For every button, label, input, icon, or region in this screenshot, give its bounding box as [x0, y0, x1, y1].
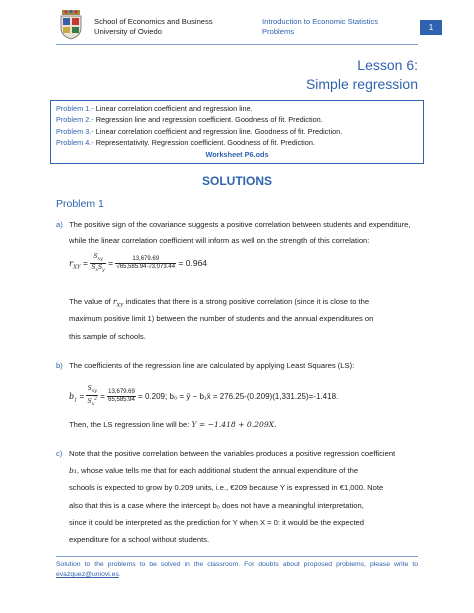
- frac-den: S: [87, 398, 92, 406]
- frac-den-s: S: [98, 264, 103, 272]
- part-a-para-line-3: this sample of schools.: [69, 332, 146, 341]
- part-a-label: a): [56, 220, 63, 229]
- part-b-regression-line: [69, 420, 277, 430]
- problem-summary-line: [56, 103, 418, 114]
- problem-desc: Regression line and regression coefficient. Goodness of fit. Prediction.: [93, 115, 323, 125]
- eq-rest: = 0.209; b₀ = ȳ − b₁x̄ = 276.25-(0.209)(1,331.25)=-1.418.: [138, 391, 339, 401]
- part-b-label: b): [56, 361, 63, 370]
- regression-coefficients-equation: $b_1$ = $\frac{S_{xy}}{S_x^2}$ = $\frac{13,679.69}{65,585.94}$ = 0.209; b₀ = ȳ − b₁x̄ = 276.25-(0.209)(1,331.25)=-1.418.: [69, 385, 339, 408]
- frac-num-sub: xy: [97, 257, 103, 263]
- part-c-line-3: schools is expected to grow by 0.209 units, i.e., €209 because Y is expressed in €1,000. Note: [69, 483, 384, 492]
- eq-fraction-numeric: [107, 389, 136, 404]
- para-text: The value of: [69, 297, 111, 306]
- para-text: indicates that there is a strong positive correlation (since it is close to the: [125, 297, 370, 306]
- frac-den-sub: x: [95, 268, 99, 274]
- school-name: School of Economics and Business University of Oviedo: [94, 17, 213, 36]
- problem-summary-line: [56, 126, 418, 137]
- lesson-title: [306, 56, 418, 94]
- worksheet-link[interactable]: Worksheet P6.ods: [205, 149, 269, 159]
- section-name: Problems: [262, 27, 295, 36]
- eq-result: = 0.964: [178, 257, 208, 268]
- header-divider: [56, 44, 418, 45]
- page-header: [56, 8, 436, 44]
- frac-den-sub: x: [91, 402, 95, 408]
- university-name: University of Oviedo: [94, 27, 162, 36]
- frac-den-sub: y: [102, 268, 105, 274]
- line-text: , whose value tells me that for each additional student the annual expenditure of the: [76, 466, 359, 475]
- problem-summary-line: [56, 137, 418, 148]
- frac-num-sub: xy: [91, 389, 97, 395]
- problem-summary-line: [56, 114, 418, 125]
- course-name: Introduction to Economic Statistics Problems: [262, 17, 379, 36]
- footer-dot: .: [118, 571, 121, 578]
- part-c-line-2: [69, 466, 423, 476]
- frac-num: 13,679.69: [108, 389, 135, 396]
- eq-fraction-symbolic: [86, 385, 98, 408]
- frac-den: 65,585.94: [108, 397, 135, 404]
- eq-symbol: r: [69, 258, 74, 269]
- problem-1-heading: Problem 1: [56, 198, 104, 210]
- part-b-line-1: The coefficients of the regression line are calculated by applying Least Squares (LS):: [69, 361, 355, 370]
- part-a-line-1: The positive sign of the covariance suggests a positive correlation between students and expenditure,: [69, 220, 411, 229]
- correlation-equation: $r_{XY}$ = $\frac{S_{xy}}{S_xS_y}$ = $\frac{13,679.69}{√65,585.94\cdot√3,073.44}$ = 0.964: [69, 253, 208, 274]
- eq-fraction-numeric: [115, 256, 176, 271]
- part-c-label: c): [56, 449, 63, 458]
- page-footer: [56, 560, 418, 580]
- solutions-heading: SOLUTIONS: [201, 174, 272, 188]
- eq-sub: 1: [74, 397, 78, 404]
- line-text: Then, the LS regression line will be:: [69, 420, 190, 429]
- problem-desc: Linear correlation coefficient and regression line. Goodness of fit. Prediction.: [93, 126, 343, 136]
- part-c-line-5: since it could be interpreted as the prediction for Y when X = 0: it would be the expected: [69, 518, 365, 527]
- part-a-line-2: while the linear correlation coefficient will inform as well on the strength of this correlation:: [69, 236, 370, 245]
- part-c-line-6: expenditure for a school without students.: [69, 535, 210, 544]
- footer-text: Solution to the problems to be solved in the classroom. For doubts about proposed problems, please write to: [56, 561, 418, 568]
- lesson-number: Lesson 6:: [357, 57, 418, 73]
- eq-fraction-symbolic: [90, 253, 105, 274]
- problem-name: Problem 3.-: [56, 126, 94, 136]
- footer-divider: [56, 556, 418, 557]
- email-link[interactable]: evazquez@uniovi.es: [56, 571, 119, 578]
- part-c-line-1: Note that the positive correlation between the variables produces a positive regression coefficient: [69, 449, 396, 458]
- frac-num: 13,679.69: [115, 256, 176, 264]
- lesson-topic: Simple regression: [305, 76, 418, 92]
- frac-num: S: [93, 253, 98, 260]
- part-a-para-line-1: [69, 297, 423, 311]
- para-math-sub: XY: [116, 302, 124, 309]
- frac-den: S: [91, 264, 96, 272]
- frac-den: √65,585.94·√3,073.44: [116, 264, 176, 271]
- problem-desc: Representativity. Regression coefficient. Goodness of fit. Prediction.: [93, 138, 315, 148]
- frac-den-sup: 2: [94, 397, 97, 403]
- line-equation: Y = −1.418 + 0.209X.: [191, 420, 277, 429]
- university-crest-logo: [56, 8, 86, 40]
- line-math: b₁: [69, 466, 77, 475]
- eq-sub: XY: [73, 264, 81, 271]
- problem-name: Problem 1.-: [56, 104, 94, 113]
- part-c-line-4: also that this is a case where the intercept b₀ does not have a meaningful interpretation,: [69, 501, 364, 510]
- problems-summary-box: [50, 100, 424, 164]
- problem-name: Problem 4.-: [56, 138, 94, 148]
- problem-desc: Linear correlation coefficient and regression line.: [93, 104, 253, 113]
- page-number-badge: 1: [420, 20, 442, 35]
- frac-num: S: [87, 385, 92, 392]
- part-a-para-line-2: maximum positive limit 1) between the number of students and the annual expenditures on: [69, 314, 374, 323]
- eq-symbol: b: [69, 391, 75, 401]
- problem-name: Problem 2.-: [56, 115, 94, 125]
- para-math: r: [112, 297, 117, 306]
